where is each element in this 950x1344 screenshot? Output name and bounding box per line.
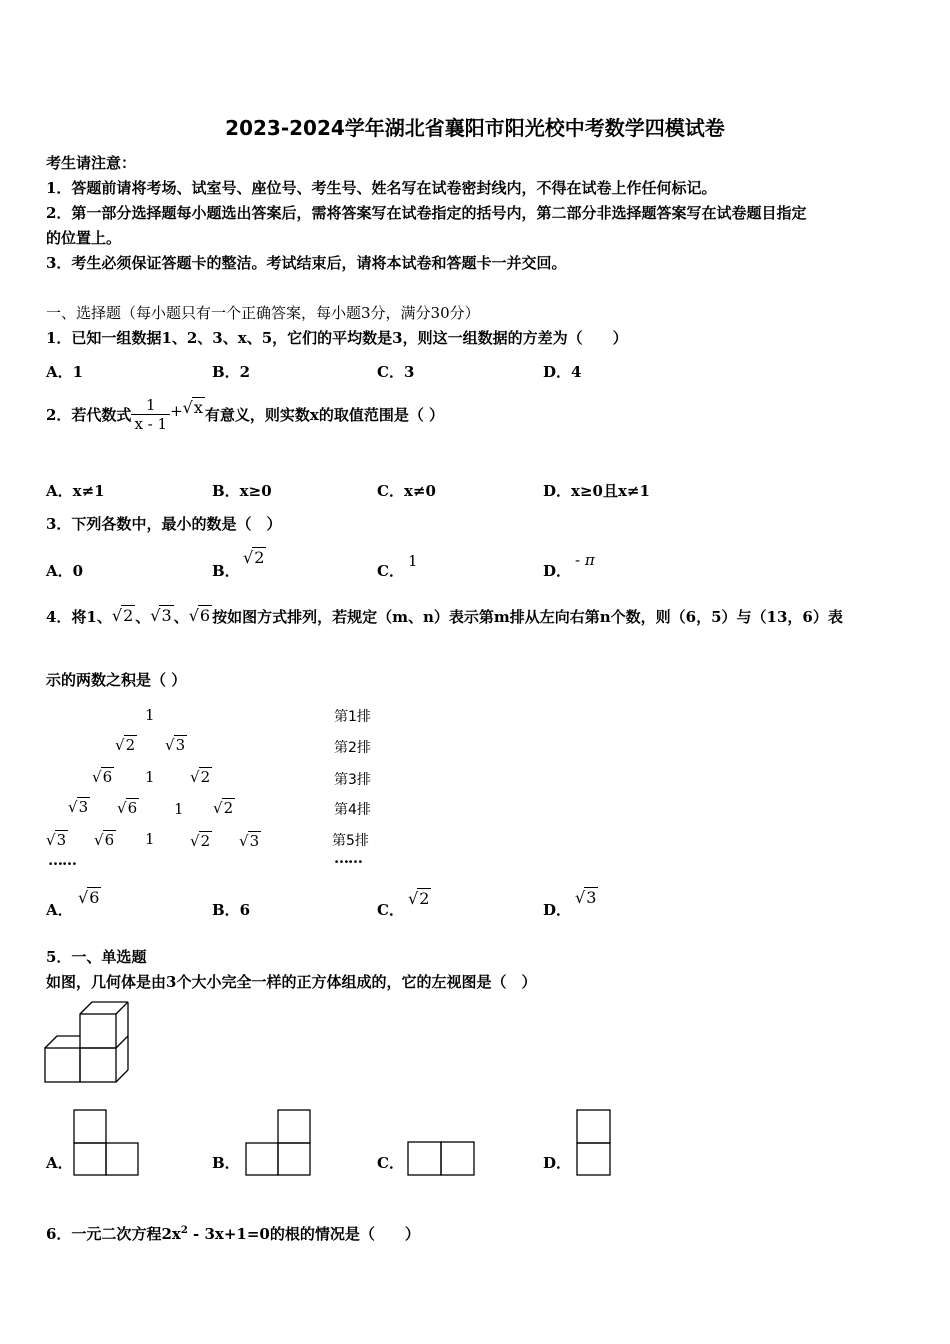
notice-item-1: 1．答题前请将考场、试室号、座位号、考生号、姓名写在试卷密封线内，不得在试卷上作任何标记。: [46, 179, 717, 197]
q2-rad-value: x: [193, 398, 203, 417]
q4-option-a[interactable]: A．: [46, 901, 73, 919]
tri-left-dots: ……: [48, 851, 76, 869]
q5-heading: 5．一、单选题: [46, 948, 147, 966]
q5-option-c-figure: [406, 1140, 478, 1178]
tri-r2-2: √3: [165, 736, 186, 754]
cube-br-edge-2: [116, 1036, 128, 1048]
tri-r5-3: 1: [145, 830, 155, 848]
q4-c-radical: √2: [408, 889, 430, 908]
row-label-1: 第1排: [334, 709, 371, 725]
q4-suffix: 按如图方式排列，若规定（m、n）表示第m排从左向右第n个数，则（6，5）与（13，6）表: [212, 608, 843, 626]
notice-item-2: 2．第一部分选择题每小题选出答案后，需将答案写在试卷指定的括号内，第二部分非选择题答案写在试卷题目指定: [46, 204, 807, 222]
q4-r6-value: 6: [199, 606, 211, 625]
q3-option-b[interactable]: B．: [212, 562, 240, 580]
q4-sep-1: 、: [135, 608, 151, 626]
q1-option-a[interactable]: A．1: [46, 363, 84, 381]
tri-r1-1: 1: [145, 706, 155, 724]
q3-b-radical: √2: [243, 548, 265, 567]
q2-suffix: 有意义，则实数x的取值范围是（ ）: [204, 406, 445, 424]
notice-item-3: 3．考生必须保证答题卡的整洁。考试结束后，请将本试卷和答题卡一并交回。: [46, 254, 567, 272]
tri-r5-5: √3: [239, 832, 260, 850]
notice-item-2-cont: 的位置上。: [46, 229, 122, 247]
q4-r3-value: 3: [161, 606, 172, 625]
cube-top-edge-1: [80, 1002, 92, 1014]
q2-option-b[interactable]: B．x≥0: [212, 482, 272, 500]
q5-option-c[interactable]: C．: [377, 1154, 404, 1172]
q5-cube-figure: [42, 998, 137, 1088]
q5-option-b-figure: [243, 1108, 313, 1178]
q3-option-a[interactable]: A．0: [46, 562, 84, 580]
row-label-dots: ……: [334, 849, 362, 867]
q3-option-d[interactable]: D．: [543, 562, 572, 580]
q4-r2-value: 2: [123, 606, 134, 625]
q5-option-d[interactable]: D．: [543, 1154, 572, 1172]
cube-top-edge-2: [116, 1002, 128, 1014]
q4-prefix: 4．将1、: [46, 608, 112, 626]
q5-option-d-figure: [575, 1108, 613, 1178]
tri-r3-1: √6: [92, 768, 113, 786]
q4-radical-2: √2: [111, 606, 134, 625]
q1-stem: 1．已知一组数据1、2、3、x、5，它们的平均数是3，则这一组数据的方差为（ ）: [46, 329, 628, 347]
q5-stem: 如图，几何体是由3个大小完全一样的正方体组成的，它的左视图是（ ）: [46, 973, 537, 991]
q2-stem: [46, 396, 444, 446]
q5-option-a[interactable]: A．: [46, 1154, 73, 1172]
q4-a-radical: √6: [78, 888, 100, 907]
q1-option-d[interactable]: D．4: [543, 363, 582, 381]
row-label-3: 第3排: [334, 772, 371, 788]
q4-stem: [46, 606, 843, 640]
cube-top-front: [80, 1014, 116, 1048]
q4-option-d[interactable]: D．: [543, 901, 572, 919]
tri-r4-2: √6: [117, 799, 138, 817]
q6-stem-a: 6．一元二次方程2x: [46, 1225, 181, 1243]
tri-r3-3: √2: [190, 768, 211, 786]
q3-option-c[interactable]: C．: [377, 562, 404, 580]
q6-stem-b: - 3x+1=0的根的情况是（ ）: [187, 1225, 420, 1243]
q1-option-c[interactable]: C．3: [377, 363, 415, 381]
q3-stem: 3．下列各数中，最小的数是（ ）: [46, 515, 282, 533]
q2-option-c[interactable]: C．x≠0: [377, 482, 436, 500]
q2-radical: √x: [182, 398, 203, 417]
cube-br-edge-3: [116, 1070, 128, 1082]
q4-option-c[interactable]: C．: [377, 901, 404, 919]
tri-r5-1: √3: [46, 831, 67, 849]
q2-option-d[interactable]: D．x≥0且x≠1: [543, 482, 650, 500]
q2-frac-num: 1: [145, 396, 156, 414]
cube-bl-front: [45, 1048, 80, 1082]
q3-b-rad-value: 2: [254, 548, 265, 567]
q4-stem-line2: 示的两数之积是（ ）: [46, 671, 187, 689]
q6-sup: 2: [180, 1225, 188, 1236]
q2-frac-den: x - 1: [131, 414, 170, 433]
q2-fraction: [131, 396, 170, 433]
notice-heading: 考生请注意：: [46, 154, 137, 172]
q5-option-b[interactable]: B．: [212, 1154, 240, 1172]
cube-br-front: [80, 1048, 116, 1082]
row-label-2: 第2排: [334, 740, 371, 756]
tri-r4-4: √2: [213, 799, 234, 817]
cube-bl-edge-1: [45, 1036, 57, 1048]
page-title: 2023-2024学年湖北省襄阳市阳光校中考数学四模试卷: [225, 116, 725, 140]
row-label-4: 第4排: [334, 802, 371, 818]
q2-prefix: 2．若代数式: [46, 406, 132, 424]
q5-option-a-figure: [72, 1108, 142, 1178]
q4-option-b[interactable]: B．6: [212, 901, 251, 919]
q1-option-b[interactable]: B．2: [212, 363, 251, 381]
q3-d-value: - π: [575, 551, 595, 569]
tri-r2-1: √2: [115, 736, 136, 754]
tri-r5-4: √2: [190, 832, 211, 850]
q4-radical-3: √3: [150, 606, 172, 625]
tri-r3-2: 1: [145, 768, 155, 786]
q4-radical-6: √6: [188, 606, 211, 625]
q3-c-value: 1: [408, 552, 418, 570]
tri-r4-3: 1: [174, 800, 184, 818]
tri-r5-2: √6: [94, 831, 115, 849]
row-label-5: 第5排: [332, 833, 369, 849]
q4-d-radical: √3: [575, 888, 597, 907]
q6-stem: [46, 1223, 420, 1244]
q2-plus: +: [170, 402, 183, 420]
tri-r4-1: √3: [68, 798, 89, 816]
q4-sep-2: 、: [173, 608, 189, 626]
q2-option-a[interactable]: A．x≠1: [46, 482, 105, 500]
section-heading: 一、选择题（每小题只有一个正确答案，每小题3分，满分30分）: [46, 304, 480, 322]
